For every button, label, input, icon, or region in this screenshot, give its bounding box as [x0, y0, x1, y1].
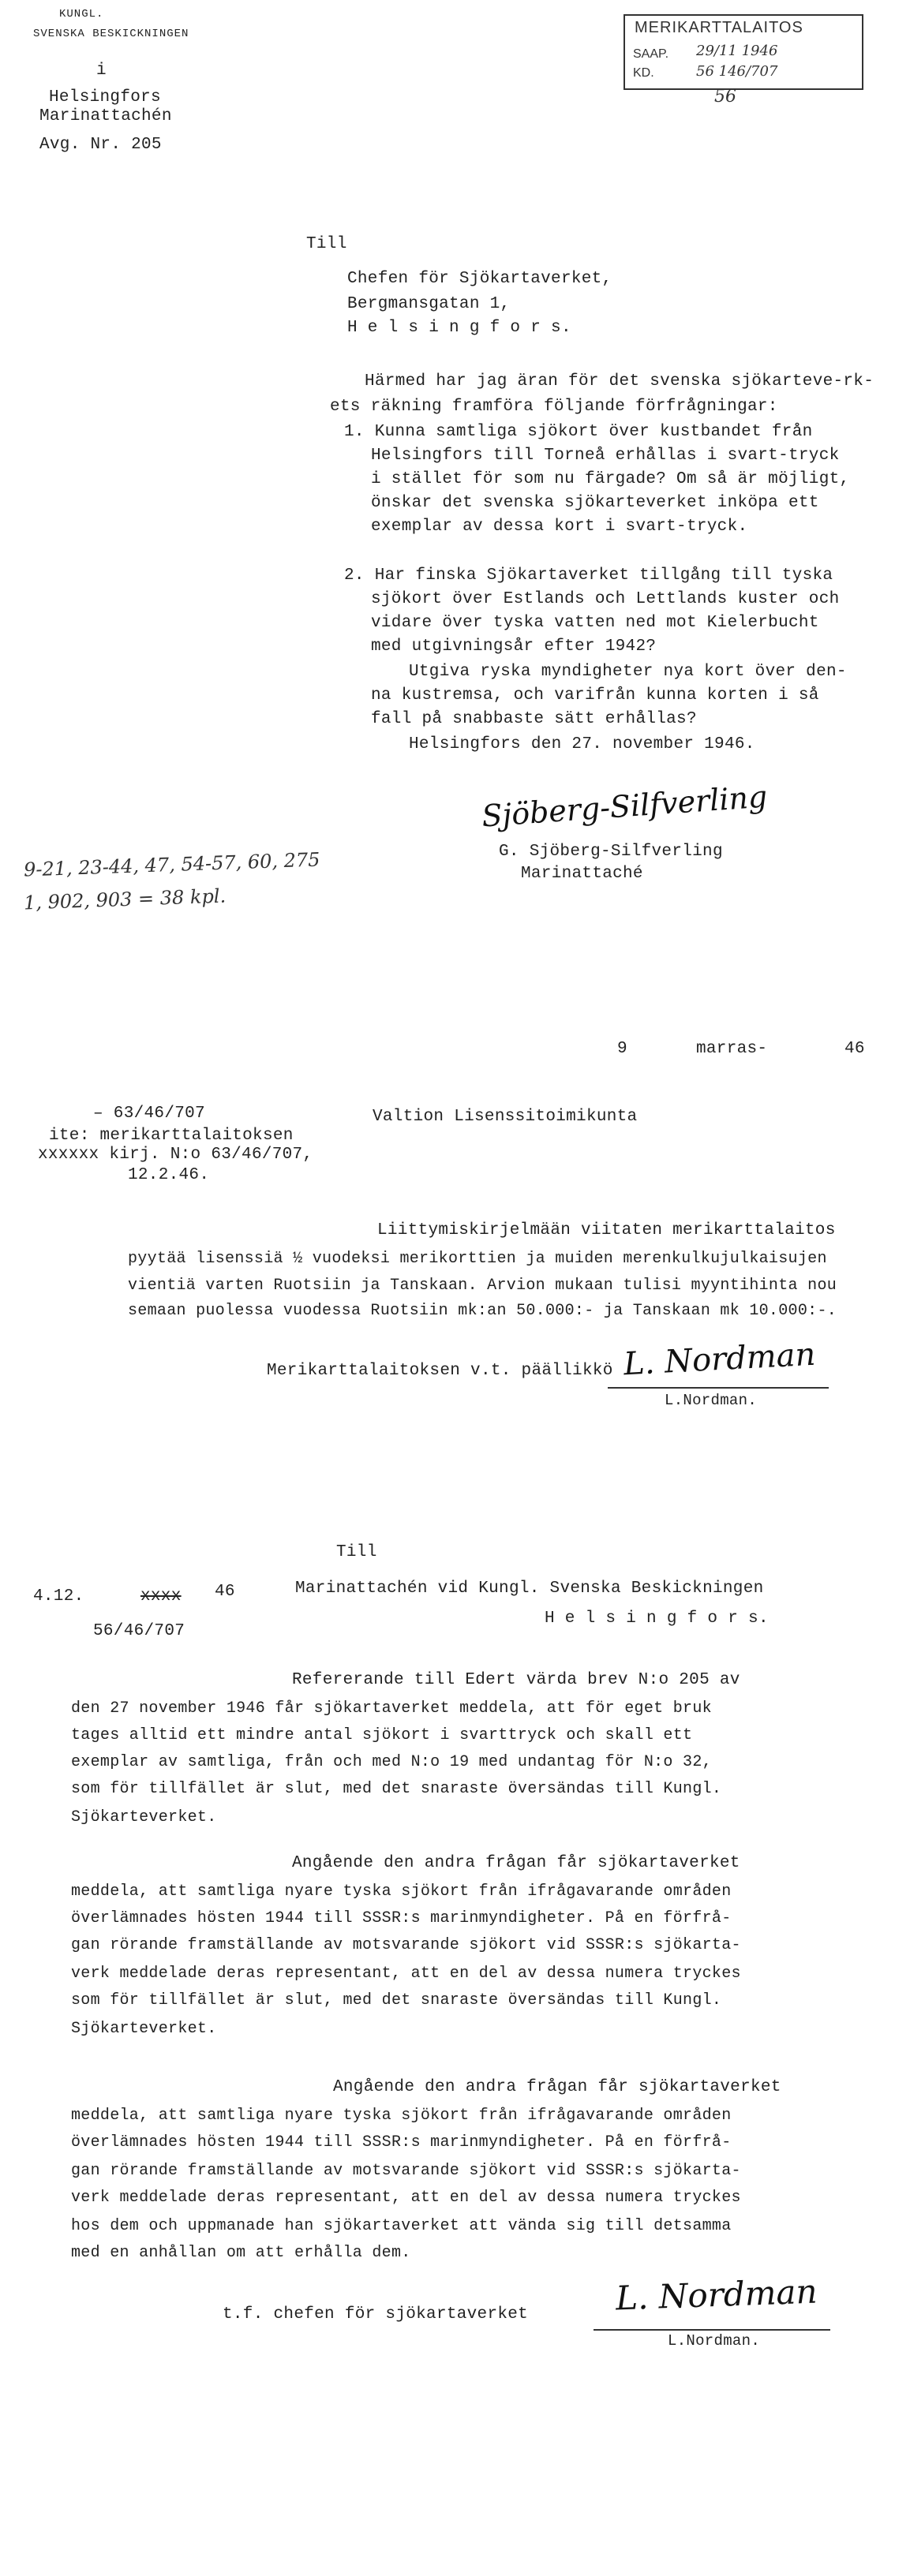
letter2-signature: L. Nordman: [622, 1336, 817, 1383]
letter3-body-line: gan rörande framställande av motsvarande sjökort vid SSSR:s sjökarta-: [71, 2162, 741, 2180]
letter2-ref-line: ite: merikarttalaitoksen: [49, 1127, 294, 1145]
letterhead-i: i: [96, 62, 107, 80]
letter2-signature-name: L.Nordman.: [665, 1392, 758, 1409]
letter3-year: 46: [215, 1583, 235, 1601]
stamp-kd-label: KD.: [633, 66, 654, 80]
letter3-struck-text: xxxx: [140, 1587, 182, 1606]
letter3-body-line: som för tillfället är slut, med det snaraste översändas till Kungl.: [71, 1780, 722, 1798]
letter2-signoff: Merikarttalaitoksen v.t. päällikkö: [267, 1362, 613, 1380]
letter1-signature-title: Marinattaché: [521, 865, 643, 883]
letter3-body-line: tages alltid ett mindre antal sjökort i svarttryck och skall ett: [71, 1726, 693, 1744]
letter2-ref-line: 12.2.46.: [128, 1166, 210, 1184]
letter2-ref-line: – 63/46/707: [93, 1105, 205, 1123]
body-line: Härmed har jag äran för det svenska sjökarteve-rk-: [365, 372, 874, 391]
letter3-signature-name: L.Nordman.: [668, 2332, 761, 2350]
stamp-title: MERIKARTTALAITOS: [635, 19, 803, 36]
body-line: vidare över tyska vatten ned mot Kielerbucht: [371, 614, 819, 632]
letter3-body-line: Angående den andra frågan får sjökartaverket: [333, 2078, 781, 2096]
body-line: na kustremsa, och varifrån kunna korten i så: [371, 686, 819, 705]
letter2-body-line: Liittymiskirjelmään viitaten merikarttalaitos: [377, 1221, 836, 1239]
letter3-ref: 56/46/707: [93, 1622, 185, 1640]
letter3-body-line: meddela, att samtliga nyare tyska sjökort från ifrågavarande områden: [71, 1882, 732, 1901]
letterhead-sender: Marinattachén: [39, 107, 172, 125]
letter2-ref-line: xxxxxx kirj. N:o 63/46/707,: [38, 1146, 313, 1164]
letter1-signature: Sjöberg-Silfverling: [480, 779, 769, 834]
letter3-body-line: Refererande till Edert värda brev N:o 205 av: [292, 1671, 740, 1689]
letter1-signature-name: G. Sjöberg-Silfverling: [499, 843, 723, 861]
stamp-saap-value: 29/11 1946: [696, 43, 778, 59]
letter3-signature-rule: [594, 2329, 830, 2331]
letter3-body-line: exemplar av samtliga, från och med N:o 19 med undantag för N:o 32,: [71, 1753, 712, 1771]
handwritten-note-line-2: 1, 902, 903 = 38 kpl.: [23, 884, 227, 914]
body-line: i stället för som nu färgade? Om så är möjligt,: [371, 470, 850, 488]
letter3-body-line: gan rörande framställande av motsvarande sjökort vid SSSR:s sjökarta-: [71, 1936, 741, 1954]
letter3-body-line: som för tillfället är slut, med det snaraste översändas till Kungl.: [71, 1991, 722, 2010]
letter2-body-line: semaan puolessa vuodessa Ruotsiin mk:an 50.000:- ja Tanskaan mk 10.000:-.: [128, 1302, 837, 1320]
body-line: Utgiva ryska myndigheter nya kort över den-: [409, 663, 847, 681]
letter3-signature: L. Nordman: [615, 2271, 818, 2318]
stamp-kd-value: 56 146/707: [696, 63, 778, 80]
letter3-body-line: verk meddelade deras representant, att en del av dessa numera tryckes: [71, 1965, 741, 1983]
letter1-till: Till: [306, 235, 347, 253]
letter3-signoff: t.f. chefen för sjökartaverket: [223, 2305, 529, 2324]
letter3-recipient-line-2: H e l s i n g f o r s.: [545, 1610, 769, 1628]
body-line: med utgivningsår efter 1942?: [371, 637, 657, 656]
letter2-date-day: 9: [617, 1040, 627, 1058]
letter3-recipient-line-1: Marinattachén vid Kungl. Svenska Beskickningen: [295, 1580, 764, 1598]
recipient-line-2: Bergmansgatan 1,: [347, 295, 511, 313]
letter3-body-line: överlämnades hösten 1944 till SSSR:s marinmyndigheter. På en förfrå-: [71, 2133, 732, 2152]
letter3-body-line: den 27 november 1946 får sjökartaverket meddela, att för eget bruk: [71, 1699, 712, 1718]
body-line: 1. Kunna samtliga sjökort över kustbandet från: [344, 423, 813, 441]
letter1-date-line: Helsingfors den 27. november 1946.: [409, 735, 755, 753]
letterhead-beskickningen: SVENSKA BESKICKNINGEN: [33, 28, 189, 40]
letter2-date-month: marras-: [696, 1040, 768, 1058]
recipient-line-1: Chefen för Sjökartaverket,: [347, 270, 612, 288]
letterhead-kungl: KUNGL.: [59, 8, 104, 21]
letter2-signature-rule: [608, 1387, 829, 1389]
letter3-body-line: överlämnades hösten 1944 till SSSR:s marinmyndigheter. På en förfrå-: [71, 1909, 732, 1927]
letter3-body-line: hos dem och uppmanade han sjökartaverket att vända sig till detsamma: [71, 2217, 732, 2235]
letter3-body-line: Angående den andra frågan får sjökartaverket: [292, 1854, 740, 1872]
letter3-date: 4.12.: [33, 1587, 84, 1606]
letter3-body-line: meddela, att samtliga nyare tyska sjökort från ifrågavarande områden: [71, 2107, 732, 2125]
body-line: fall på snabbaste sätt erhållas?: [371, 710, 697, 728]
recipient-line-3: H e l s i n g f o r s.: [347, 319, 571, 337]
letter2-body-line: vientiä varten Ruotsiin ja Tanskaan. Arvion mukaan tulisi myyntihinta nou: [128, 1277, 837, 1295]
letter2-addressee: Valtion Lisenssitoimikunta: [373, 1108, 638, 1126]
letter-number: Avg. Nr. 205: [39, 136, 162, 154]
letter3-body-line: verk meddelade deras representant, att en del av dessa numera tryckes: [71, 2189, 741, 2207]
body-line: sjökort över Estlands och Lettlands kuster och: [371, 590, 840, 608]
body-line: 2. Har finska Sjökartaverket tillgång till tyska: [344, 566, 833, 585]
letter3-till: Till: [336, 1543, 377, 1561]
letter2-body-line: pyytää lisenssiä ½ vuodeksi merikorttien ja muiden merenkulkujulkaisujen: [128, 1250, 827, 1268]
stamp-saap-label: SAAP.: [633, 47, 669, 61]
body-line: exemplar av dessa kort i svart-tryck.: [371, 518, 748, 536]
body-line: ets räkning framföra följande förfrågningar:: [330, 398, 778, 416]
letter3-body-line: Sjökarteverket.: [71, 1808, 217, 1826]
letter2-date-year: 46: [844, 1040, 865, 1058]
letterhead-city: Helsingfors: [49, 88, 161, 107]
body-line: önskar det svenska sjökarteverket inköpa ett: [371, 494, 819, 512]
received-stamp: [624, 14, 863, 90]
letter3-body-line: med en anhållan om att erhålla dem.: [71, 2244, 411, 2262]
letter3-body-line: Sjökarteverket.: [71, 2020, 217, 2038]
handwritten-note-line-1: 9-21, 23-44, 47, 54-57, 60, 275: [23, 848, 320, 881]
stamp-extra-number: 56: [714, 87, 736, 107]
body-line: Helsingfors till Torneå erhållas i svart-tryck: [371, 447, 840, 465]
